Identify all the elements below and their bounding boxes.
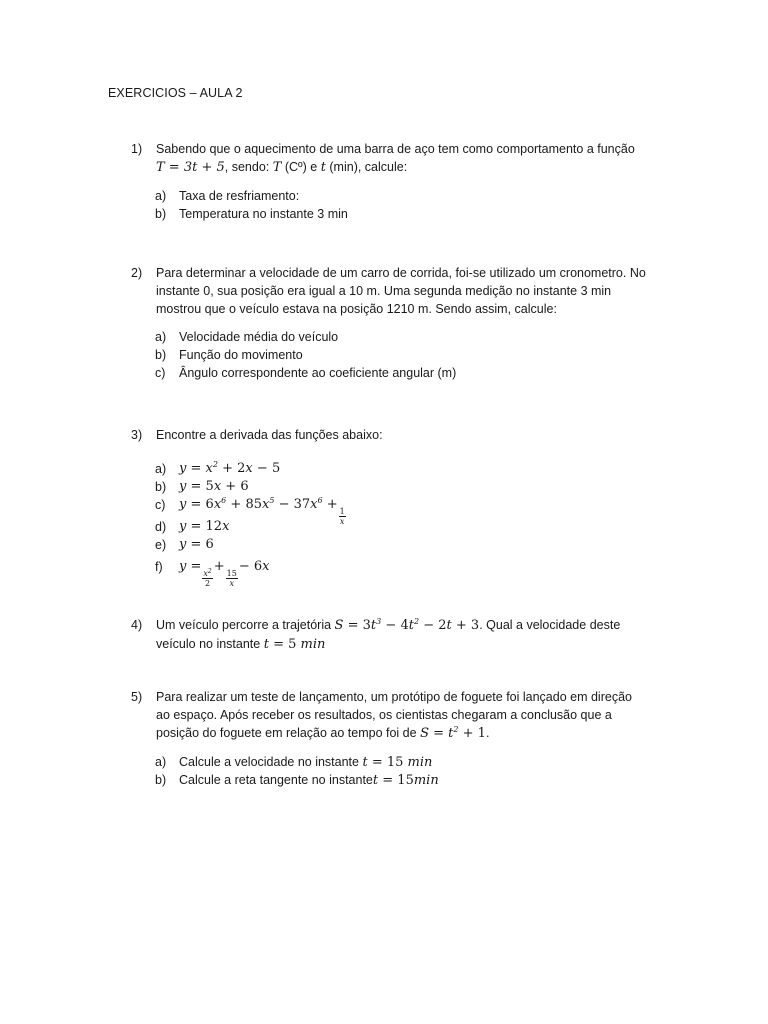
formula: y = $\frac{x^2}{2}$ + $\frac{15}{x}$ − 6x <box>179 559 270 588</box>
question-line: Um veículo percorre a trajetória $S = 3t^3 - 4t^2 - 2t + 3$. Qual a velocidade deste <box>156 617 621 633</box>
question-line: veículo no instante t = 5 min <box>156 637 326 652</box>
question-3 <box>131 426 671 588</box>
list-item: d) y = 12x <box>155 519 230 534</box>
list-item: f) y = $\frac{x^2}{2}$ + $\frac{15}{x}$ − 6x <box>155 559 270 588</box>
question-number: 2) <box>131 266 143 280</box>
page-title: EXERCICIOS – AULA 2 <box>108 86 243 100</box>
question-number: 3) <box>131 428 143 442</box>
list-item: c) $y = 6x^6 + 85x^5 - 37x^6$ + $\frac{1}{x}$ <box>155 496 345 526</box>
question-number: 4) <box>131 618 143 632</box>
item-list <box>131 187 671 223</box>
formula: $y = x^2 + 2x - 5$ <box>179 460 281 476</box>
formula: y = 5x + 6 <box>179 479 249 494</box>
formula: $S = t^2 + 1$ <box>420 725 486 741</box>
formula: t = 5 min <box>263 637 326 652</box>
formula: t = 15min <box>372 773 439 788</box>
question-line: T = 3t + 5, sendo: T (Cº) e t (min), calcule: <box>156 160 408 175</box>
formula: y = 6 <box>179 537 214 552</box>
list-item: a) Calcule a velocidade no instante t = 15 min <box>155 755 433 770</box>
question-text: Para determinar a velocidade de um carro de corrida, foi-se utilizado um cronometro. No instante 0, sua posição era igual a 10 m. Uma segunda medição no instante 3 min mostrou que o veículo estava na posição 1210 m. Sendo assim, calcule: <box>156 266 646 316</box>
list-item: b) Temperatura no instante 3 min <box>155 207 348 221</box>
question-5 <box>131 688 671 789</box>
formula: y = 12x <box>179 519 230 534</box>
question-1 <box>131 140 671 223</box>
formula: $S = 3t^3 - 4t^2 - 2t + 3$ <box>334 617 480 633</box>
question-number: 1) <box>131 142 143 156</box>
item-list <box>131 328 671 382</box>
list-item: c) Ângulo correspondente ao coeficiente angular (m) <box>155 366 457 380</box>
list-item: e) y = 6 <box>155 537 214 552</box>
question-line: Sabendo que o aquecimento de uma barra de aço tem como comportamento a função <box>156 142 635 156</box>
list-item: a) $y = x^2 + 2x - 5$ <box>155 460 281 476</box>
question-text: Encontre a derivada das funções abaixo: <box>156 428 383 442</box>
list-item: a) Velocidade média do veículo <box>155 330 339 344</box>
question-4 <box>131 616 671 654</box>
item-list <box>131 460 671 588</box>
item-list <box>131 753 671 789</box>
question-text: Para realizar um teste de lançamento, um protótipo de foguete foi lançado em direção ao espaço. Após receber os resultados, os cientistas chegaram a conclusão que a posição do foguete em relação ao tempo foi de $S = t^2 + 1$. <box>156 690 632 741</box>
list-item: b) Função do movimento <box>155 348 303 362</box>
formula: $y = 6x^6 + 85x^5 - 37x^6$ + $\frac{1}{x}$ <box>179 496 345 526</box>
list-item: b) Calcule a reta tangente no instantet = 15min <box>155 773 439 788</box>
question-text <box>156 140 671 177</box>
formula: T = 3t + 5 <box>156 160 225 175</box>
formula: t = 15 min <box>362 755 433 770</box>
question-text <box>156 616 671 654</box>
question-2 <box>131 264 671 382</box>
question-number: 5) <box>131 690 143 704</box>
list-item: b) y = 5x + 6 <box>155 479 249 494</box>
list-item: a) Taxa de resfriamento: <box>155 189 300 203</box>
